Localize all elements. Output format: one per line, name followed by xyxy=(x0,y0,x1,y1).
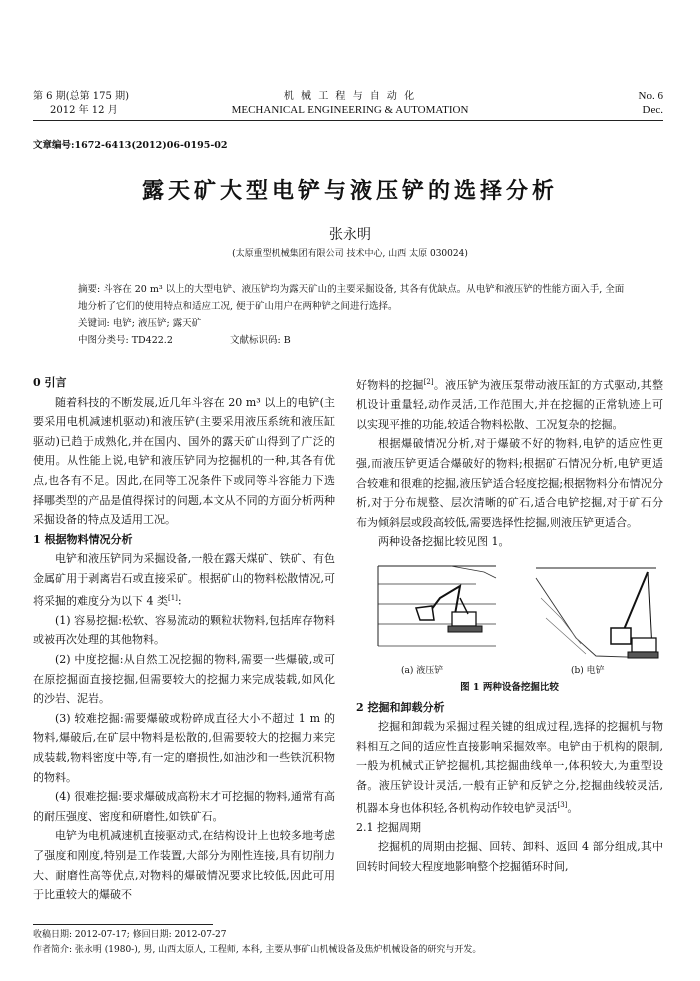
received-date: 收稿日期: 2012-07-17; 修回日期: 2012-07-27 xyxy=(33,930,227,940)
list-item-medium: (2) 中度挖掘:从自然工况挖掘的物料,需要一些爆破,或可在原挖掘面直接挖掘,但需要较大的挖掘力来完成装载,如风化的沙岩、泥岩。 xyxy=(33,652,335,706)
right-column xyxy=(356,373,663,877)
citation-2: [2] xyxy=(423,378,434,386)
figure-1-drawing xyxy=(356,558,663,676)
hydraulic-shovel-illustration xyxy=(378,566,496,646)
list-item-very-hard: (4) 很难挖掘:要求爆破成高粉末才可挖掘的物料,通常有高的耐压强度、密度和研磨性,如铁矿石。 xyxy=(33,790,335,823)
section-1-heading: 1 根据物料情况分析 xyxy=(33,532,133,546)
intro-paragraph: 随着科技的不断发展,近几年斗容在 20 m³ 以上的电铲(主要采用电机减速机驱动)和液压铲(主要采用液压系统和液压缸驱动)已趋于成熟化,并在国内、国外的露天矿山得到了广泛的使用。从性能上说,电铲和液压铲同为挖掘机的一种,其各有优点,也各有不足。因此,在同等工况条件下或同等斗容能力下选择哪类型的产品是值得探讨的问题,本文从不同的方面分析两种采掘设备的特点及适用工况。 xyxy=(33,395,335,527)
list-item-easy: (1) 容易挖掘:松软、容易流动的颗粒状物料,包括库存物料或被再次处理的其他物料。 xyxy=(33,613,335,647)
section-1-paragraph: 电铲和液压铲同为采掘设备,一般在露天煤矿、铁矿、有色金属矿用于剥离岩石或直接采矿。根据矿山的物料松散情况,可将采掘的难度分为以下 4 类[1]: xyxy=(33,552,335,608)
header-no: No. 6 xyxy=(638,90,663,102)
electric-shovel-illustration xyxy=(536,568,658,658)
section-2-1-heading: 2.1 挖掘周期 xyxy=(356,820,421,834)
document-code: 文献标识码: B xyxy=(230,335,291,346)
cycle-paragraph: 挖掘机的周期由挖掘、回转、卸料、返回 4 部分组成,其中回转时间较大程度地影响整个挖掘循环时间, xyxy=(356,840,663,873)
author: 张永明 xyxy=(329,227,371,243)
header-issue: 第 6 期(总第 175 期) xyxy=(33,91,129,102)
article-number: 文章编号:1672-6413(2012)06-0195-02 xyxy=(33,140,228,151)
section-introduction-heading: 0 引言 xyxy=(33,376,67,389)
paper-title: 露天矿大型电铲与液压铲的选择分析 xyxy=(141,178,558,204)
figure-1a-label: (a) 液压铲 xyxy=(401,666,444,676)
keywords: 关键词: 电铲; 液压铲; 露天矿 xyxy=(78,318,202,329)
left-column xyxy=(33,373,335,905)
author-bio: 作者简介: 张永明 (1980-), 男, 山西太原人, 工程师, 本科, 主要从事矿山机械设备及焦炉机械设备的研究与开发。 xyxy=(33,945,482,955)
figure-1b-label: (b) 电铲 xyxy=(571,666,605,676)
figure-reference-paragraph: 两种设备挖掘比较见图 1。 xyxy=(378,535,510,549)
abstract: 摘要: 斗容在 20 m³ 以上的大型电铲、液压铲均为露天矿山的主要采掘设备, 其各有优缺点。从电铲和液压铲的性能方面入手, 全面地分析了它们的使用特点和适应工况, 便于矿山用户在两种铲之间进行选择。 xyxy=(78,284,625,312)
footnote-rule xyxy=(33,924,213,925)
figure-1 xyxy=(356,558,663,676)
header-date: 2012 年 12 月 xyxy=(50,105,118,116)
blasting-analysis-paragraph: 根据爆破情况分析,对于爆破不好的物料,电铲的适应性更强,而液压铲更适合爆破好的物料;根据矿石情况分析,电铲更适合较难和很难的挖掘,液压铲适合轻度挖掘;根据物料分布情况分析,对于分布规整、层次清晰的矿石,适合电铲挖掘,对于矿石分布为倾斜层或段高较低,需要选择性挖掘,则液压铲更适合。 xyxy=(356,437,663,529)
excavation-paragraph: 挖掘和卸载为采掘过程关键的组成过程,选择的挖掘机与物料相互之间的适应性直接影响采掘效率。电铲由于机构的限制,一般为机械式正铲挖掘机,其挖掘曲线单一,体积较大,为重型设备。液压铲设计灵活,一般有正铲和反铲之分,挖掘曲线较灵活,机器本身也体积轻,各机构动作较电铲灵活[3]。 xyxy=(356,720,663,815)
header-journal-en: MECHANICAL ENGINEERING & AUTOMATION xyxy=(231,104,469,116)
citation-1: [1] xyxy=(168,593,178,602)
citation-3: [3] xyxy=(557,800,568,809)
header-rule xyxy=(33,120,663,121)
electric-shovel-paragraph: 电铲为电机减速机直接驱动式,在结构设计上也较多地考虑了强度和刚度,特别是工作装置,大部分为刚性连接,具有切削力大、耐磨性高等优点,对物料的爆破情况要求比较低,因此可用于比重较大的爆破不 xyxy=(33,829,335,902)
section-2-heading: 2 挖掘和卸载分析 xyxy=(356,700,445,714)
list-item-hard: (3) 较难挖掘:需要爆破或粉碎成直径大小不超过 1 m 的物料,爆破后,在矿层中物料是松散的,但需要较大的挖掘力来完成装载,物料密度中等,有一定的磨损性,如油沙和一些铁沉积物的物料。 xyxy=(33,711,335,784)
affiliation: (太原重型机械集团有限公司 技术中心, 山西 太原 030024) xyxy=(232,249,468,259)
header-journal-cn: 机 械 工 程 与 自 动 化 xyxy=(283,91,417,102)
classification-number: 中图分类号: TD422.2 xyxy=(78,335,173,346)
header-month: Dec. xyxy=(642,104,663,116)
continued-paragraph: 好物料的挖掘[2]。液压铲为液压泵带动液压缸的方式驱动,其整机设计重量轻,动作灵活,工作范围大,并在挖掘的正常轨迹上可以实现平推的功能,较适合物料松散、工况复杂的挖掘。 xyxy=(356,378,663,431)
figure-1-caption: 图 1 两种设备挖掘比较 xyxy=(460,682,559,693)
